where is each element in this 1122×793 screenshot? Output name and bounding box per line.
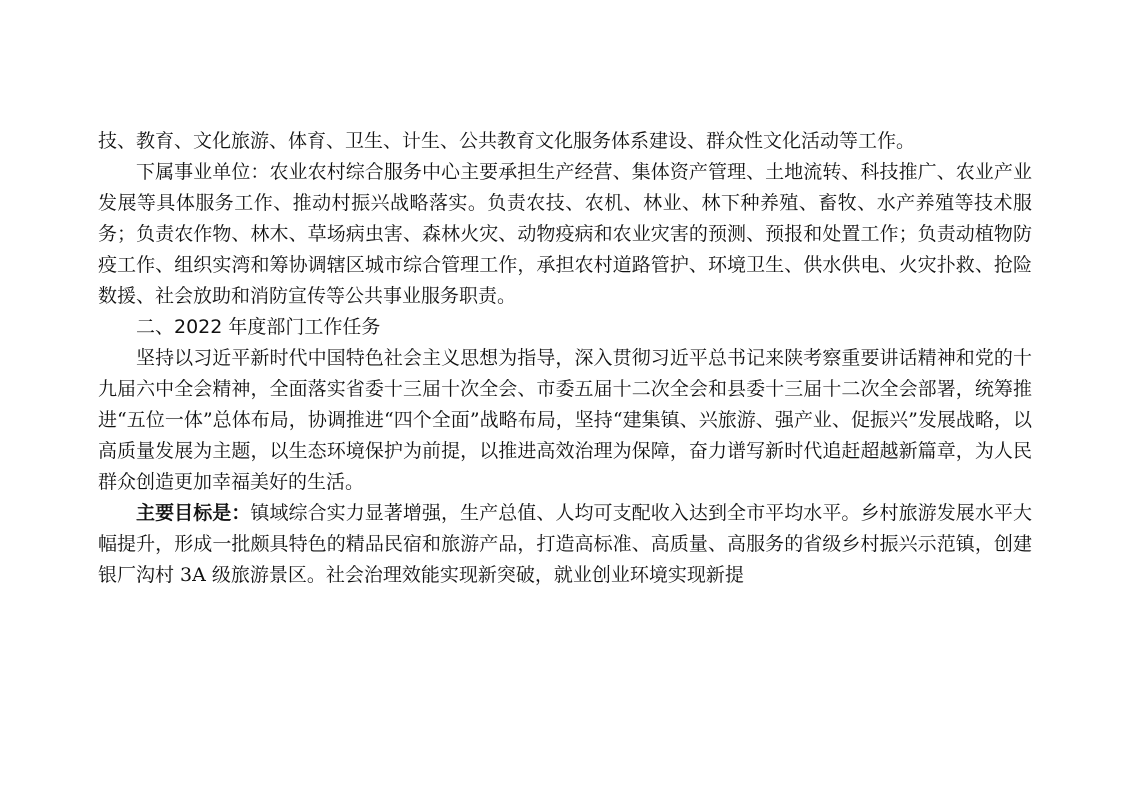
paragraph-main-goals — [98, 498, 1032, 591]
paragraph-subordinate-units: 下属事业单位：农业农村综合服务中心主要承担生产经营、集体资产管理、土地流转、科技推广、农业产业发展等具体服务工作、推动村振兴战略落实。负责农技、农机、林业、林下种养殖、畜牧、水产养殖等技术服务；负责农作物、林木、草场病虫害、森林火灾、动物疫病和农业灾害的预测、预报和处置工作；负责动植物防疫工作、组织实湾和筹协调辖区城市综合管理工作，承担农村道路管护、环境卫生、供水供电、火灾扑救、抢险数援、社会放助和消防宣传等公共事业服务职责。 — [98, 161, 1032, 307]
document-page — [98, 126, 1032, 591]
main-goals-lead: 主要目标是： — [136, 502, 251, 524]
section-heading-2022-tasks: 二、2022 年度部门工作任务 — [136, 316, 381, 338]
paragraph-guiding-principle: 坚持以习近平新时代中国特色社会主义思想为指导，深入贯彻习近平总书记来陕考察重要讲话精神和党的十九届六中全会精神，全面落实省委十三届十次全会、市委五届十二次全会和县委十三届十二次全会部署，统筹推进“五位一体”总体布局，协调推进“四个全面”战略布局，坚持“建集镇、兴旅游、强产业、促振兴”发展战略，以高质量发展为主题，以生态环境保护为前提，以推进高效治理为保障，奋力谱写新时代追赶超越新篇章，为人民群众创造更加幸福美好的生活。 — [98, 347, 1032, 493]
paragraph-continuation: 技、教育、文化旅游、体育、卫生、计生、公共教育文化服务体系建设、群众性文化活动等工作。 — [98, 130, 916, 152]
main-goals-body: 镇域综合实力显著增强，生产总值、人均可支配收入达到全市平均水平。乡村旅游发展水平大幅提升，形成一批颇具特色的精品民宿和旅游产品，打造高标准、高质量、高服务的省级乡村振兴示范镇，创建银厂沟村 3A 级旅游景区。社会治理效能实现新突破，就业创业环境实现新提 — [98, 502, 1032, 586]
